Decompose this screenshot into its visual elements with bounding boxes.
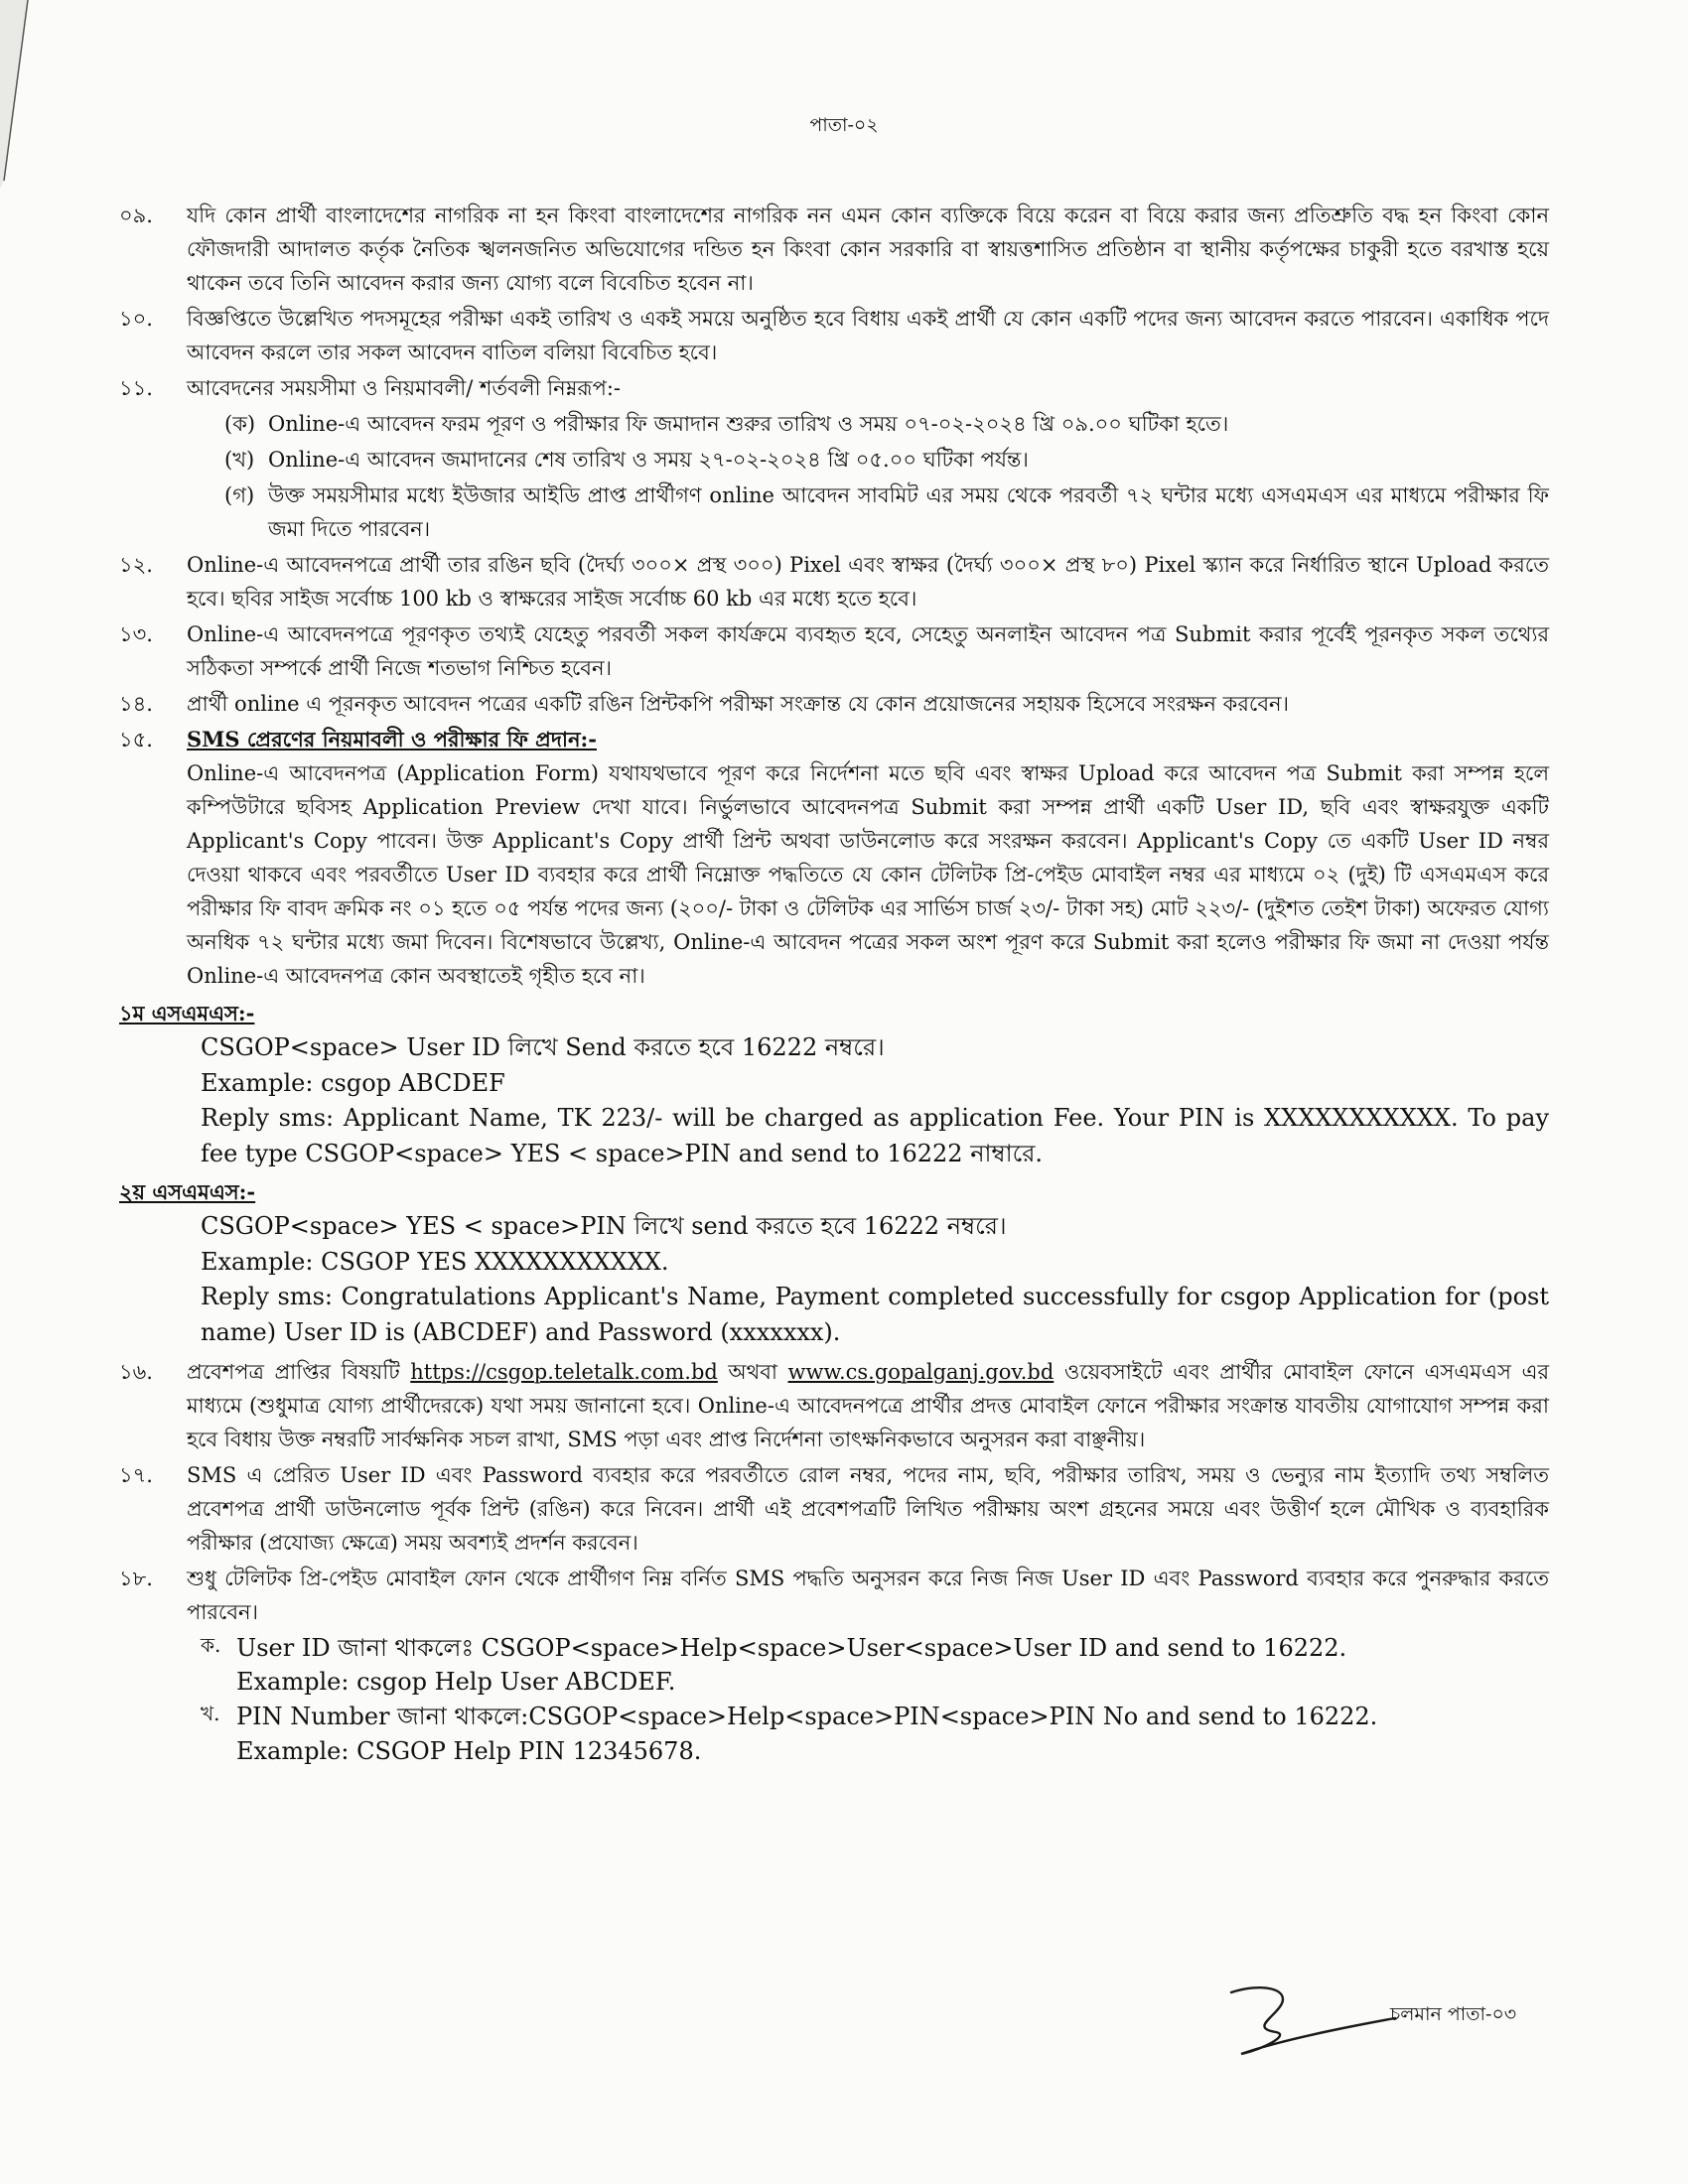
page-number: পাতা-০২ [809, 114, 879, 136]
clause-text-part: অথবা [717, 1359, 788, 1384]
sms-2-example: Example: CSGOP YES XXXXXXXXXXX. [201, 1247, 669, 1276]
teletalk-link[interactable]: https://csgop.teletalk.com.bd [410, 1359, 718, 1384]
clause-11-ga [119, 478, 1549, 546]
clause-text-part: ওয়েবসাইটে এবং প্রার্থীর মোবাইল ফোনে এসএমএস এর মাধ্যমে (শুধুমাত্র যোগ্য প্রার্থীদেরকে) যথা সময় জানানো হবে। Online-এ আবেদনপত্রে প্রার্থীর প্রদত্ত মোবাইল ফোনে পরীক্ষার সংক্রান্ত যাবতীয় যোগাযোগ সম্পন্ন করা হবে বিধায় উক্ত নম্বরটি সার্বক্ষনিক সচল রাখা, SMS পড়া এবং প্রাপ্ত নির্দেশনা তাৎক্ষনিকভাবে অনুসরন করা বাঞ্ছনীয়। [187, 1359, 1549, 1451]
sms-2-section [119, 1175, 1549, 1350]
sms-2-instruction: CSGOP<space> YES < space>PIN লিখে send করতে হবে 16222 নম্বরে। [201, 1212, 1007, 1241]
clause-text: বিজ্ঞপ্তিতে উল্লেখিত পদসমূহের পরীক্ষা একই তারিখ ও একই সময়ে অনুষ্ঠিত হবে বিধায় একই প্রার্থী যে কোন একটি পদের জন্য আবেদন করতে পারবেন। একাধিক পদে আবেদন করলে তার সকল আবেদন বাতিল বলিয়া বিবেচিত হবে। [187, 307, 1549, 365]
clause-text: শুধু টেলিটক প্রি-পেইড মোবাইল ফোন থেকে প্রার্থীগণ নিম্ন বর্নিত SMS পদ্ধতি অনুসরন করে নিজ নিজ User ID এবং Password ব্যবহার করে পুনরুদ্ধার করতে পারবেন। [187, 1566, 1549, 1624]
recovery-label: ক. [201, 1632, 221, 1657]
clause-body [187, 723, 1549, 993]
sms-1-heading: ১ম এসএমএস:- [119, 1001, 255, 1026]
clause-number: ১৪. [119, 692, 153, 717]
clause-heading: SMS প্রেরণের নিয়মাবলী ও পরীক্ষার ফি প্রদান:- [187, 727, 597, 752]
clause-text [187, 1355, 1549, 1456]
clause-number: ১০. [119, 307, 153, 332]
clause-number: ১৫. [119, 728, 153, 752]
signature [1221, 1980, 1400, 2060]
sms-2-reply: Reply sms: Congratulations Applicant's Name, Payment completed successfully for csgop Application for (post name) User ID is (ABCDEF) and Password (xxxxxxx). [201, 1283, 1549, 1346]
clause-15 [119, 723, 1549, 993]
clause-13 [119, 617, 1549, 685]
sub-clause-text: Online-এ আবেদন ফরম পূরণ ও পরীক্ষার ফি জমাদান শুরুর তারিখ ও সময় ০৭-০২-২০২৪ খ্রি ০৯.০০ ঘটিকা হতে। [268, 412, 1229, 437]
document-body [119, 199, 1549, 1769]
sub-clause-text: Online-এ আবেদন জমাদানের শেষ তারিখ ও সময় ২৭-০২-২০২৪ খ্রি ০৫.০০ ঘটিকা পর্যন্ত। [268, 448, 1029, 473]
clause-number: ১৭. [119, 1462, 153, 1487]
sub-clause-label: (ক) [224, 412, 256, 437]
clause-12 [119, 548, 1549, 615]
sub-clause-text: উক্ত সময়সীমার মধ্যে ইউজার আইডি প্রাপ্ত প্রার্থীগণ online আবেদন সাবমিট এর সময় থেকে পরবর্তী ৭২ ঘন্টার মধ্যে এসএমএস এর মাধ্যমে পরীক্ষার ফি জমা দিতে পারবেন। [268, 483, 1549, 542]
pin-recovery [119, 1700, 1549, 1734]
sub-clause-label: (গ) [224, 483, 255, 508]
clause-number: ১৬. [119, 1359, 153, 1384]
clause-text: Online-এ আবেদনপত্রে প্রার্থী তার রঙিন ছবি (দৈর্ঘ্য ৩০০× প্রস্থ ৩০০) Pixel এবং স্বাক্ষর (দৈর্ঘ্য ৩০০× প্রস্থ ৮০) Pixel স্ক্যান করে নির্ধারিত স্থানে Upload করতে হবে। ছবির সাইজ সর্বোচ্চ 100 kb ও স্বাক্ষরের সাইজ সর্বোচ্চ 60 kb এর মধ্যে হতে হবে। [187, 553, 1549, 612]
sub-clause-label: (খ) [224, 448, 255, 473]
clause-text: Online-এ আবেদনপত্র (Application Form) যথাযথভাবে পূরণ করে নির্দেশনা মতে ছবি এবং স্বাক্ষর Upload করে আবেদন পত্র Submit করা সম্পন্ন হলে কম্পিউটারে ছবিসহ Application Preview দেখা যাবে। নির্ভুলভাবে আবেদনপত্র Submit করা সম্পন্ন প্রার্থী একটি User ID, ছবি এবং স্বাক্ষরযুক্ত একটি Applicant's Copy পাবেন। উক্ত Applicant's Copy প্রার্থী প্রিন্ট অথবা ডাউনলোড করে সংরক্ষন করবেন। Applicant's Copy তে একটি User ID নম্বর দেওয়া থাকবে এবং পরবর্তীতে User ID ব্যবহার করে প্রার্থী নিম্নোক্ত পদ্ধতিতে যে কোন টেলিটক প্রি-পেইড মোবাইল নম্বর এর মাধ্যমে ০২ (দুই) টি এসএমএস করে পরীক্ষার ফি বাবদ ক্রমিক নং ০১ হতে ০৫ পর্যন্ত পদের জন্য (২০০/- টাকা ও টেলিটক এর সার্ভিস চার্জ ২৩/- টাকা সহ) মোট ২২৩/- (দুইশত তেইশ টাকা) অফেরত যোগ্য অনধিক ৭২ ঘন্টার মধ্যে জমা দিবেন। বিশেষভাবে উল্লেখ্য, Online-এ আবেদন পত্রের সকল অংশ পূরণ করে Submit করা হলেও পরীক্ষার ফি জমা না দেওয়া পর্যন্ত Online-এ আবেদনপত্র কোন অবস্থাতেই গৃহীত হবে না। [187, 761, 1549, 989]
sms-2-heading: ২য় এসএমএস:- [119, 1179, 256, 1205]
pin-recovery-example: Example: CSGOP Help PIN 12345678. [236, 1737, 702, 1766]
sms-1-instruction: CSGOP<space> User ID লিখে Send করতে হবে 16222 নম্বরে। [201, 1033, 885, 1062]
clause-10 [119, 302, 1549, 369]
clause-number: ০৯. [119, 204, 153, 227]
clause-11-ka [119, 407, 1549, 441]
clause-09 [119, 199, 1549, 300]
clause-16 [119, 1355, 1549, 1456]
user-id-recovery-example: Example: csgop Help User ABCDEF. [236, 1668, 676, 1697]
clause-text: SMS এ প্রেরিত User ID এবং Password ব্যবহার করে পরবর্তীতে রোল নম্বর, পদের নাম, ছবি, পরীক্ষার তারিখ, সময় ও ভেন্যুর নাম ইত্যাদি তথ্য সম্বলিত প্রবেশপত্র প্রার্থী ডাউনলোড পূর্বক প্রিন্ট (রঙিন) করে নিবেন। প্রার্থী এই প্রবেশপত্রটি লিখিত পরীক্ষায় অংশ গ্রহনের সময়ে এবং উত্তীর্ণ হলে মৌখিক ও ব্যবহারিক পরীক্ষার (প্রযোজ্য ক্ষেত্রে) সময় অবশ্যই প্রদর্শন করবেন। [187, 1462, 1549, 1555]
clause-number: ১২. [119, 553, 153, 578]
continuation-note: চলমান পাতা-০৩ [1390, 2003, 1517, 2025]
clause-text-part: প্রবেশপত্র প্রাপ্তির বিষয়টি [187, 1359, 411, 1384]
clause-18 [119, 1562, 1549, 1629]
recovery-label: খ. [201, 1702, 220, 1726]
clause-text: আবেদনের সময়সীমা ও নিয়মাবলী/ শর্তবলী নিম্নরূপ:- [187, 376, 622, 401]
clause-14 [119, 687, 1549, 721]
clause-11 [119, 371, 1549, 405]
recovery-instruction: PIN Number জানা থাকলে:CSGOP<space>Help<space>PIN<space>PIN No and send to 16222. [236, 1703, 1378, 1731]
clause-number: ১৮. [119, 1566, 153, 1590]
sms-1-example: Example: csgop ABCDEF [201, 1068, 505, 1097]
clause-text: যদি কোন প্রার্থী বাংলাদেশের নাগরিক না হন কিংবা বাংলাদেশের নাগরিক নন এমন কোন ব্যক্তিকে বিয়ে করেন বা বিয়ে করার জন্য প্রতিশ্রুতি বদ্ধ হন কিংবা কোন ফৌজদারী আদালত কর্তৃক নৈতিক স্খলনজনিত অভিযোগের দন্ডিত হন কিংবা কোন সরকারি বা স্বায়ত্তশাসিত প্রতিষ্ঠান বা স্থানীয় কর্তৃপক্ষের চাকুরী হতে বরখাস্ত হয়ে থাকেন তবে তিনি আবেদন করার জন্য যোগ্য বলে বিবেচিত হবেন না। [187, 204, 1549, 296]
sms-1-reply: Reply sms: Applicant Name, TK 223/- will be charged as application Fee. Your PIN is XXXXXXXXXXX. To pay fee type CSGOP<space> YES < space>PIN and send to 16222 নাম্বারে. [201, 1104, 1549, 1167]
clause-17 [119, 1458, 1549, 1560]
recovery-instruction: User ID জানা থাকলেঃ CSGOP<space>Help<space>User<space>User ID and send to 16222. [236, 1633, 1347, 1662]
clause-text: Online-এ আবেদনপত্রে পূরণকৃত তথ্যই যেহেতু পরবর্তী সকল কার্যক্রমে ব্যবহৃত হবে, সেহেতু অনলাইন আবেদন পত্র Submit করার পূর্বেই পূরনকৃত সকল তথ্যের সঠিকতা সম্পর্কে প্রার্থী নিজে শতভাগ নিশ্চিত হবেন। [187, 622, 1549, 681]
clause-text: প্রার্থী online এ পূরনকৃত আবেদন পত্রের একটি রঙিন প্রিন্টকপি পরীক্ষা সংক্রান্ত যে কোন প্রয়োজনের সহায়ক হিসেবে সংরক্ষন করবেন। [187, 692, 1290, 717]
gopalganj-website-link[interactable]: www.cs.gopalganj.gov.bd [787, 1359, 1055, 1384]
clause-number: ১১. [119, 376, 153, 401]
user-id-recovery [119, 1631, 1549, 1666]
clause-11-kha [119, 443, 1549, 477]
clause-number: ১৩. [119, 622, 153, 647]
page-corner-fold [0, 0, 40, 189]
sms-1-section [119, 997, 1549, 1171]
